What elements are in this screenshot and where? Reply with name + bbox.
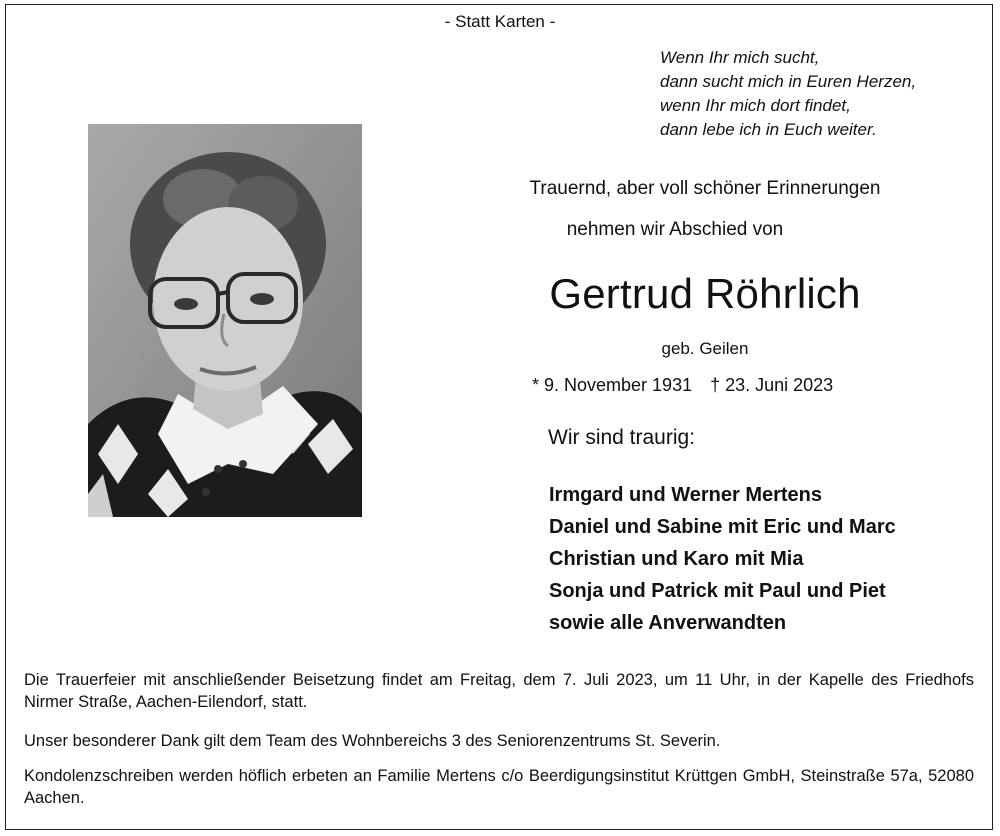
mourner-line: Irmgard und Werner Mertens bbox=[549, 484, 823, 506]
mourner-line: sowie alle Anverwandten bbox=[549, 612, 787, 634]
thanks-notice: Unser besonderer Dank gilt dem Team des Wohnbereichs 3 des Seniorenzentrums St. Severin. bbox=[24, 732, 721, 750]
poem-line: Wenn Ihr mich sucht, bbox=[660, 48, 820, 67]
mourners-list bbox=[549, 479, 896, 639]
poem-line: dann sucht mich in Euren Herzen, bbox=[660, 72, 917, 91]
intro-line-2: nehmen wir Abschied von bbox=[566, 219, 784, 240]
poem-line: wenn Ihr mich dort findet, bbox=[660, 96, 851, 115]
poem bbox=[660, 46, 916, 142]
death-date: † 23. Juni 2023 bbox=[710, 375, 834, 395]
funeral-notice: Die Trauerfeier mit anschließender Beisetzung findet am Freitag, dem 7. Juli 2023, um 11 Uhr, in der Kapelle des Friedhofs Nirmer Straße, Aachen-Eilendorf, statt. bbox=[24, 671, 974, 711]
life-dates bbox=[532, 375, 833, 396]
mourner-line: Sonja und Patrick mit Paul und Piet bbox=[549, 580, 886, 602]
mourning-heading: Wir sind traurig: bbox=[548, 426, 696, 449]
portrait-photo bbox=[88, 124, 362, 517]
condolences-notice: Kondolenzschreiben werden höflich erbeten an Familie Mertens c/o Beerdigungsinstitut Krüttgen GmbH, Steinstraße 57a, 52080 Aachen. bbox=[24, 767, 974, 807]
mourner-line: Christian und Karo mit Mia bbox=[549, 548, 804, 570]
mourner-line: Daniel und Sabine mit Eric und Marc bbox=[549, 516, 896, 538]
poem-line: dann lebe ich in Euch weiter. bbox=[660, 120, 877, 139]
birth-date: * 9. November 1931 bbox=[532, 375, 693, 395]
statt-karten-label: - Statt Karten - bbox=[444, 12, 556, 31]
birth-name: geb. Geilen bbox=[661, 339, 749, 358]
deceased-name: Gertrud Röhrlich bbox=[549, 270, 861, 317]
intro-line-1: Trauernd, aber voll schöner Erinnerungen bbox=[529, 178, 881, 199]
